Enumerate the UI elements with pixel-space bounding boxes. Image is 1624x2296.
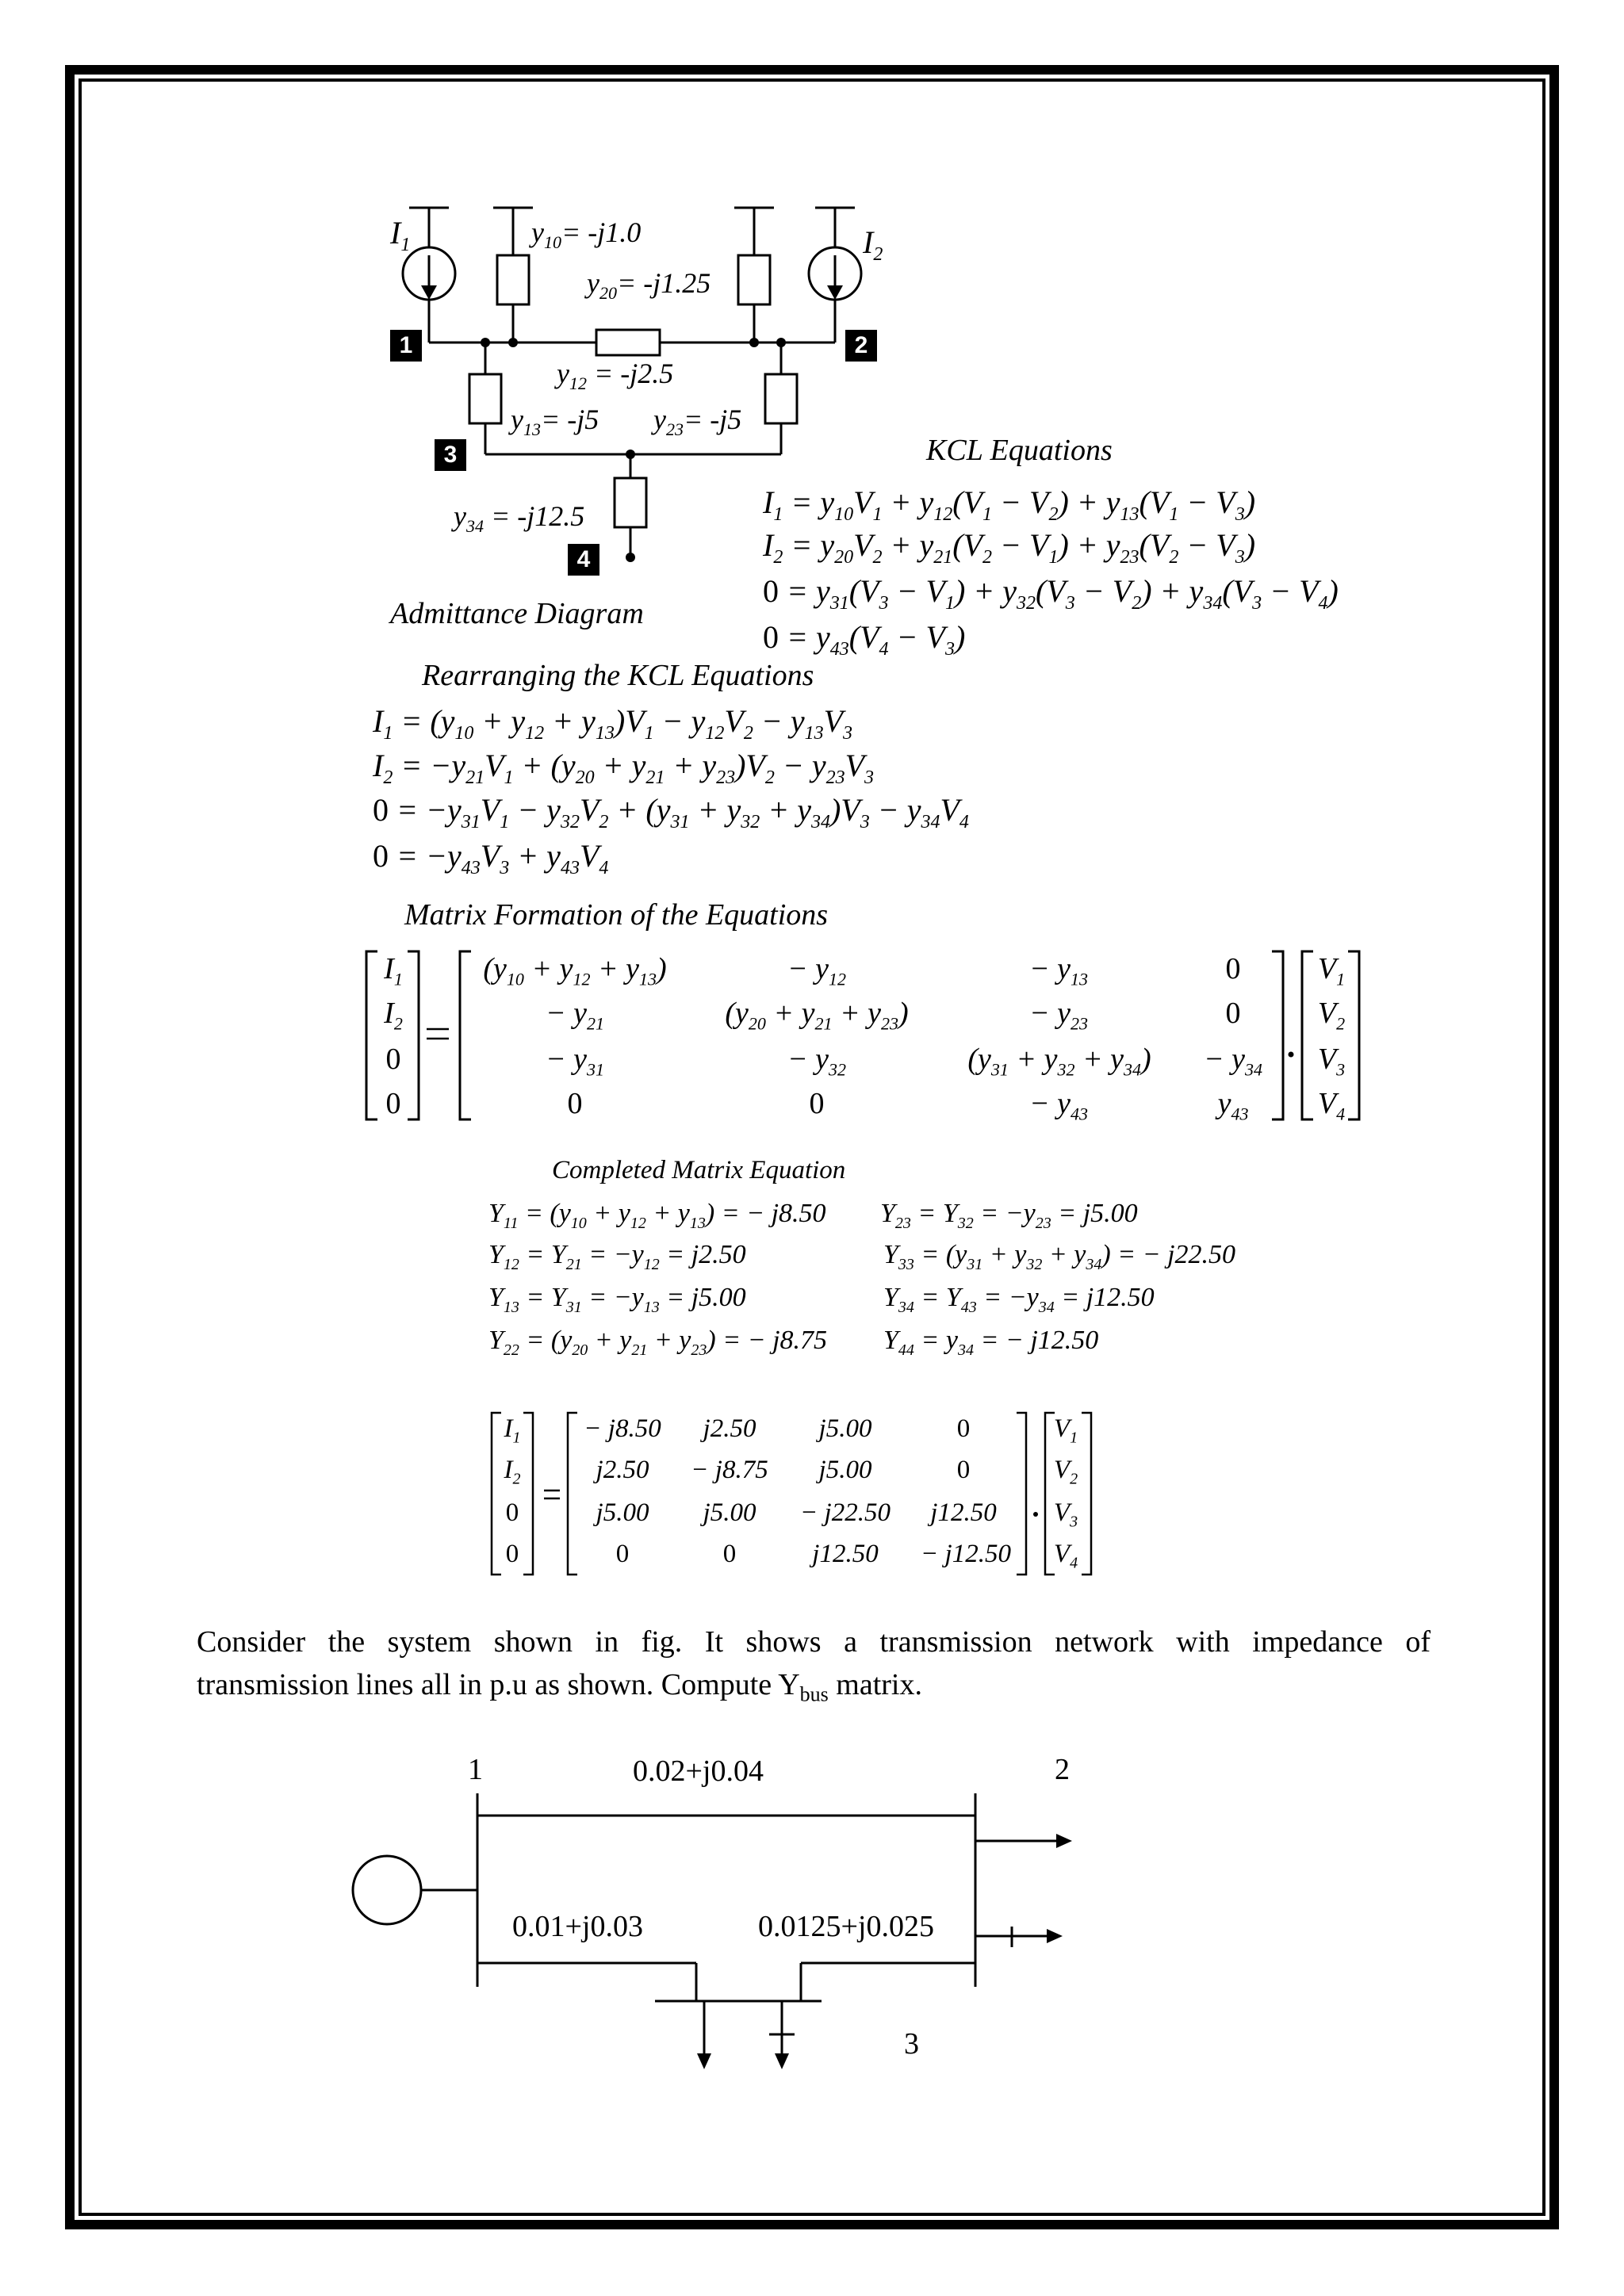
label-y13: $y_{13}= -j5$ (511, 404, 599, 440)
nm-lhs-1: $I_1$ (504, 1414, 521, 1447)
label-y12: $y_{12} = -j2.5$ (557, 358, 674, 394)
problem-line-2a: transmission lines all in p.u as shown. Compute Y (197, 1668, 800, 1701)
label-y10: $y_{10}= -j1.0$ (531, 216, 642, 253)
label-y23: $y_{23}= -j5$ (653, 404, 742, 440)
rearranged-eq-4: $0 = -y_{43}V_3 + y_{43}V_4$ (373, 838, 609, 878)
mf-cell-2-4: 0 (1225, 997, 1241, 1030)
mf-cell-4-1: 0 (567, 1087, 583, 1120)
nm-rhs-3: $V_3$ (1053, 1498, 1078, 1531)
label-y20: $y_{20}= -j1.25$ (587, 267, 711, 304)
nm-cell-3-4: j12.50 (930, 1498, 997, 1527)
nm-cell-3-3: − j22.50 (800, 1498, 891, 1527)
nm-cell-1-2: j2.50 (703, 1414, 756, 1443)
matrix-formation-heading: Matrix Formation of the Equations (404, 898, 829, 932)
mf-cell-1-1: $(y_{10} + y_{12} + y_{13})$ (483, 952, 667, 989)
nm-cell-4-4: − j12.50 (921, 1540, 1011, 1568)
bus-2-number: 2 (1055, 1753, 1070, 1786)
bus-3-number: 3 (904, 2027, 919, 2061)
y44-def: $Y_{44} = y_{34}$ = − j12.50 (883, 1326, 1099, 1359)
nm-cell-4-2: 0 (722, 1540, 737, 1568)
mf-rhs-3: $V_3$ (1317, 1043, 1346, 1080)
current-i2-label: $I_2$ (863, 224, 883, 265)
nm-lhs-4: 0 (505, 1540, 519, 1568)
mf-rhs-2: $V_2$ (1317, 997, 1346, 1034)
admittance-diagram-caption: Admittance Diagram (390, 597, 644, 630)
y34-def: $Y_{34} = Y_{43} = -y_{34} = j12.50$ (883, 1283, 1155, 1316)
nm-cell-2-2: − j8.75 (691, 1456, 768, 1484)
y22-def: $Y_{22} = (y_{20} + y_{21} + y_{23})$ = − j8.75 (488, 1326, 828, 1359)
mf-lhs-1: $I_1$ (384, 952, 403, 989)
mf-rhs-1: $V_1$ (1317, 952, 1346, 989)
nm-rhs-1: $V_1$ (1053, 1414, 1078, 1447)
nm-cell-1-1: − j8.50 (584, 1414, 661, 1443)
mf-cell-3-1: − $y_{31}$ (545, 1043, 604, 1080)
y13-def: $Y_{13} = Y_{31} = -y_{13} = j5.00$ (488, 1283, 746, 1316)
impedance-line-2-3: 0.0125+j0.025 (758, 1910, 934, 1943)
kcl-eq-3: $0 = y_{31}(V_3 - V_1) + y_{32}(V_3 - V_2) + y_{34}(V_3 - V_4)$ (763, 573, 1339, 614)
mf-cell-2-3: − $y_{23}$ (1028, 997, 1088, 1034)
problem-bus-subscript: bus (799, 1682, 829, 1706)
mf-cell-4-2: 0 (809, 1087, 825, 1120)
nm-cell-2-4: 0 (956, 1456, 971, 1484)
mf-cell-4-3: − $y_{43}$ (1028, 1087, 1088, 1124)
nm-cell-3-1: j5.00 (596, 1498, 649, 1527)
label-y34: $y_{34} = -j12.5$ (454, 500, 585, 537)
mf-cell-2-1: − $y_{21}$ (545, 997, 604, 1034)
nm-cell-1-4: 0 (956, 1414, 971, 1443)
mf-cell-1-2: − $y_{12}$ (787, 952, 846, 989)
kcl-eq-1: $I_1 = y_{10}V_1 + y_{12}(V_1 - V_2) + y_{13}(V_1 - V_3)$ (763, 484, 1256, 525)
kcl-heading: KCL Equations (926, 434, 1113, 467)
completed-matrix-heading: Completed Matrix Equation (552, 1156, 846, 1184)
nm-cell-4-1: 0 (615, 1540, 630, 1568)
mf-cell-3-3: $(y_{31} + y_{32} + y_{34})$ (967, 1043, 1151, 1080)
mf-cell-3-2: − $y_{32}$ (787, 1043, 846, 1080)
kcl-eq-4: $0 = y_{43}(V_4 - V_3)$ (763, 619, 966, 660)
impedance-line-1-3: 0.01+j0.03 (512, 1910, 643, 1943)
rearranged-eq-3: $0 = -y_{31}V_1 - y_{32}V_2 + (y_{31} + y_{32} + y_{34})V_3 - y_{34}V_4$ (373, 792, 969, 832)
nm-cell-1-3: j5.00 (818, 1414, 872, 1443)
nm-cell-2-3: j5.00 (818, 1456, 872, 1484)
mf-cell-3-4: − $y_{34}$ (1203, 1043, 1262, 1080)
nm-cell-3-2: j5.00 (703, 1498, 756, 1527)
rearranged-eq-2: $I_2 = -y_{21}V_1 + (y_{20} + y_{21} + y_{23})V_2 - y_{23}V_3$ (373, 748, 875, 788)
impedance-line-1-2: 0.02+j0.04 (633, 1755, 764, 1788)
current-i1-label: $I_1$ (390, 215, 411, 255)
mf-cell-1-3: − $y_{13}$ (1028, 952, 1088, 989)
y33-def: $Y_{33} = (y_{31} + y_{32} + y_{34})$ = − j22.50 (883, 1240, 1236, 1273)
rearranging-heading: Rearranging the KCL Equations (422, 659, 814, 692)
mf-cell-1-4: 0 (1225, 952, 1241, 985)
nm-lhs-2: $I_2$ (504, 1456, 521, 1488)
mf-lhs-4: 0 (385, 1087, 401, 1120)
y23-def: $Y_{23} = Y_{32} = -y_{23} = j5.00$ (880, 1199, 1138, 1232)
mf-cell-2-2: $(y_{20} + y_{21} + y_{23})$ (725, 997, 909, 1034)
nm-cell-4-3: j12.50 (812, 1540, 879, 1568)
mf-lhs-2: $I_2$ (384, 997, 403, 1034)
rearranged-eq-1: $I_1 = (y_{10} + y_{12} + y_{13})V_1 - y_{12}V_2 - y_{13}V_3$ (373, 703, 853, 744)
mf-rhs-4: $V_4$ (1317, 1087, 1346, 1124)
nm-rhs-4: $V_4$ (1053, 1540, 1078, 1572)
bus-3-label: 3 (435, 439, 466, 471)
bus-1-number: 1 (468, 1753, 483, 1786)
kcl-eq-2: $I_2 = y_{20}V_2 + y_{21}(V_2 - V_1) + y_{23}(V_2 - V_3)$ (763, 527, 1256, 568)
bus-2-label: 2 (845, 330, 877, 362)
bus-1-label: 1 (390, 330, 422, 362)
nm-rhs-2: $V_2$ (1053, 1456, 1078, 1488)
nm-lhs-3: 0 (505, 1498, 519, 1527)
mf-cell-4-4: $y_{43}$ (1217, 1087, 1249, 1124)
nm-cell-2-1: j2.50 (596, 1456, 649, 1484)
problem-line-2b: matrix. (828, 1668, 922, 1701)
problem-line-1: Consider the system shown in fig. It shows a transmission network with impedance of (197, 1625, 1431, 1659)
y11-def: $Y_{11} = (y_{10} + y_{12} + y_{13})$ = − j8.50 (488, 1199, 826, 1232)
bus-4-label: 4 (568, 544, 599, 576)
y12-def: $Y_{12} = Y_{21} = -y_{12} = j2.50$ (488, 1240, 746, 1273)
mf-lhs-3: 0 (385, 1043, 401, 1076)
